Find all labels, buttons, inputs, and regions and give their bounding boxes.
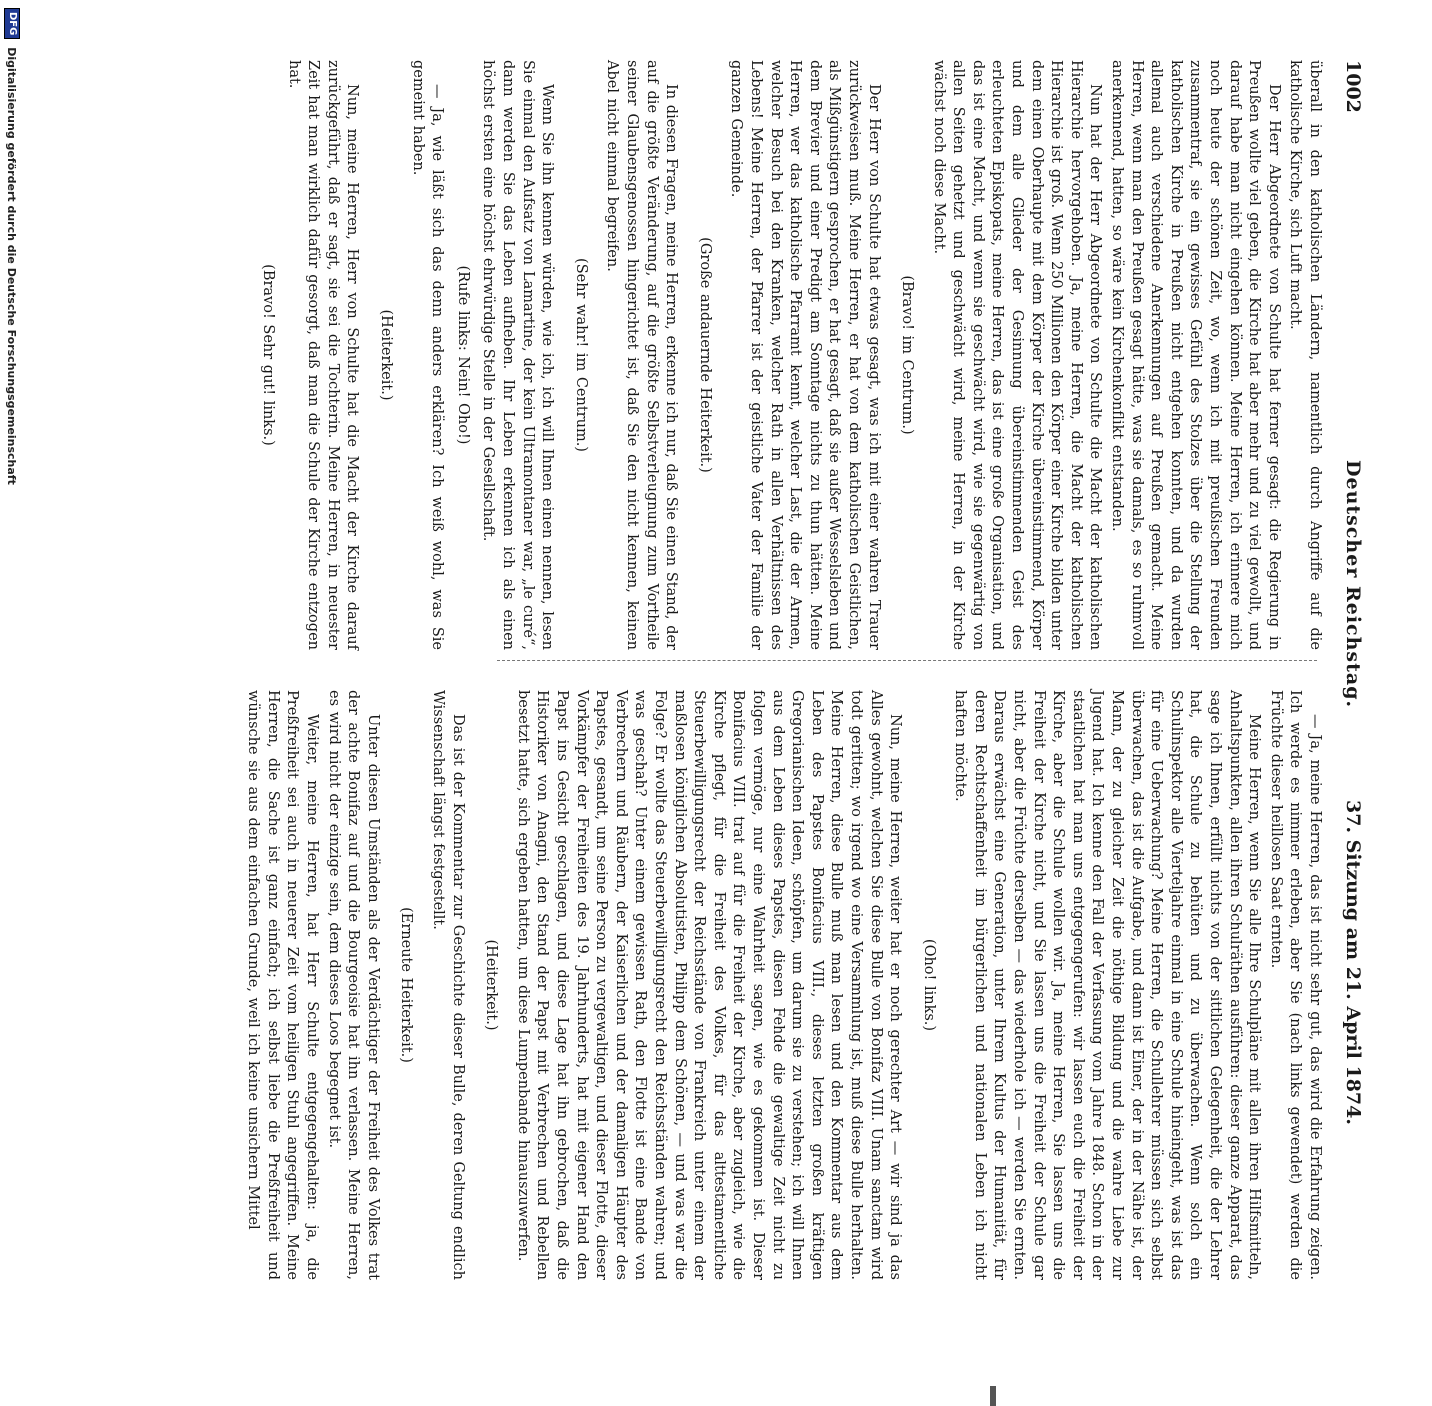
paragraph: Der Herr Abgeordnete von Schulte hat ferner gesagt: die Regierung in Preußen wollte viel geben, die Kirche hat aber mehr und zu viel gewollt, und darauf habe man nicht eingehen können. Meine Herren, ich erinnere mich noch heute der schönen Zeit, wo, wenn ich mit preußischen Freunden zusammentraf, sie ein gewisses Gefühl des Stolzes über die Stellung der katholischen Kirche in Preußen nicht entgehen konnten, und da wurden allemal auch verschiedene Anerkennungen auf Preußen gemacht. Meine Herren, wenn man den Preußen gesagt hätte, was sie damals, es so ruhmvoll anerkennend, hatten, so wäre kein Kirchenkonflikt entstanden. xyxy=(1109,60,1282,650)
publication-title: Deutscher Reichstag. xyxy=(1342,460,1364,709)
digitization-note: Digitalisierung gefördert durch die Deutsche Forschungsgemeinschaft xyxy=(5,47,19,485)
page-header xyxy=(1332,60,1372,1280)
paragraph: Das ist der Kommentar zur Geschichte dieser Bulle, deren Geltung endlich Wissenschaft längst festgestellt. xyxy=(430,690,466,1280)
digitization-footer xyxy=(0,0,20,1000)
dfg-logo-badge: DFG xyxy=(4,8,20,39)
scan-margin-mark xyxy=(990,1386,996,1406)
paragraph: Nun, meine Herren, Herr von Schulte hat die Macht der Kirche darauf zurückgeführt, daß er sagt, sie sei die Tochterin. Meine Herren, in neuester Zeit hat man wirklich dafür gesorgt, daß man die Schule der Kirche entzogen hat. xyxy=(285,60,361,650)
applause-note: (Große andauernde Heiterkeit.) xyxy=(696,237,713,473)
paragraph: überall in den katholischen Ländern, namentlich durch Angriffe auf die katholische Kirche, sich Luft macht. xyxy=(1287,60,1323,650)
paragraph: Der Herr von Schulte hat etwas gesagt, was ich mit einer wahren Trauer zurückweisen muß. Meine Herren, er hat von dem katholischen Geistlichen, als Mißgünstigern gesprochen, er hat gesagt, daß sie außer Wesselsleben und dem Brevier und einer Predigt am Sonntage nichts zu thun hätten. Meine Herren, wer das katholische Pfarramt kennt, welcher Last, die der Armen, welcher Besuch bei den Kranken, welcher Rath in allen Verhältnissen des Lebens! Meine Herren, der Pfarrer ist der geistliche Vater der Familie der ganzen Gemeinde. xyxy=(728,60,882,650)
column-divider xyxy=(497,660,1317,661)
page-number: 1002 xyxy=(1342,60,1364,113)
interjection-note: (Oho! links.) xyxy=(920,938,937,1032)
applause-note: (Bravo! im Centrum.) xyxy=(899,275,916,435)
laughter-note: (Heiterkeit.) xyxy=(483,939,500,1031)
interjection-note: (Rufe links: Nein! Oho!) xyxy=(454,265,471,445)
paragraph: Nun, meine Herren, weiter hat er noch gerechter Art — wir sind ja das Alles gewohnt, welchen Sie diese Bulle von Bonifaz VIII. Unam sanctam wird todt geritten; wo irgend wo eine Versammlung ist, muß diese Bulle herhalten. Meine Herren, diese Bulle muß man lesen und den Kommentar aus dem Leben des Papstes Bonifacius VIII., dieses letzten großen kräftigen Gregorianischen Ideen, schöpfen, um darum sie zu verstehen; ich will Ihnen aus dem Leben dieses Papstes, diesen Fehde die gewaltige Zeit nicht zu folgen vermöge, nur eine Wahrheit sagen, wie es gekommen ist. Dieser Bonifacius VIII. trat auf für die Freiheit der Kirche, aber zugleich, wie die Kirche pflegt, für die Freiheit des Volkes, für das alttestamentliche Steuerbewilligungsrecht der Reichsstände von Frankreich unter einem der maßlosen königlichen Absolutisten, Philipp dem Schönen, — und was war die Folge? Er wollte das Steuerbewilligungsrecht den Reichsständen wahren; und was geschah? Unter einem gewissen Rath, den Flotte ist eine Bande von Verbrechern und Räubern, der Kaiserlichen und der damaligen Häupter des Papstes, gesandt, um seine Person zu vergewaltigen, und dieser Flotte, dieser Vorkämpfer der Freiheiten des 19. Jahrhunderts, hat mit eigener Hand den Papst ins Gesicht geschlagen, und diese Lage hat ihn gebrochen, daß die Historiker von Anagni, den Stand der Papst mit Verbrechen und Rebellen besetzt hatte, sich ergeben hatten, um diese Lumpenbande hinauszuwerfen. xyxy=(514,690,904,1280)
left-column xyxy=(252,60,1325,650)
paragraph: Weiter, meine Herren, hat Herr Schulte entgegengehalten: ja, die Preßfreiheit sei auch in neuerer Zeit vom heiligen Stuhl angegriffen. Meine Herren, die Sache ist ganz einfach; ich selbst liebe die Preßfreiheit und wünsche sie aus dem einfachen Grunde, weil ich keine unsichern Mittel xyxy=(245,690,321,1280)
laughter-note: (Erneute Heiterkeit.) xyxy=(398,907,415,1063)
paragraph: — Ja, wie läßt sich das denn anders erklären? Ich weiß wohl, was Sie gemeint haben. xyxy=(409,60,446,650)
paragraph: — Ja, meine Herren, das ist nicht sehr gut, das wird die Erfahrung zeigen. Ich werde es nimmer erleben, aber Sie (nach links gewendet) werden die Früchte dieser heillosen Saat ernten. xyxy=(1267,690,1323,1280)
paragraph: Wenn Sie ihn kennen würden, wie ich, ich will Ihnen einen nennen, lesen Sie einmal den Aufsatz von Lamartine, der kein Ultramontaner war, „le curé“, dann werden Sie das Leben aufheben. Ihr Leben erkennen ich als einen höchst ersten eine höchst ehrwürdige Stelle in der Gesellschaft. xyxy=(480,60,556,650)
paragraph: Nun hat der Herr Abgeordnete von Schulte die Macht der katholischen Hierarchie hervorgehoben. Ja, meine Herren, die Macht der katholischen Hierarchie ist groß. Wenn 250 Millionen den Körper einer Kirche bilden unter dem einen Oberhaupte mit dem Körper der Kirche übereinstimmend, Körper und dem alle Glieder der Gesinnung übereinstimmenden Geist des erleuchteten Episkopats, meine Herren, das ist eine große Organisation, und das ist eine Macht, und wenn sie geschwächt wird, wie sie gegenwärtig von allen Seiten gehetzt und geschwächt wird, meine Herren, in der Kirche wächst noch diese Macht. xyxy=(930,60,1104,650)
laughter-note: (Heiterkeit.) xyxy=(378,309,395,401)
applause-note: (Bravo! Sehr gut! links.) xyxy=(260,264,277,446)
paragraph: Meine Herren, wenn Sie alle Ihre Schulpläne mit allen ihren Hilfsmitteln, Anhaltspunkten, allen ihren Schulräthen ausführen: dieser ganze Apparat, das sage ich Ihnen, erfüllt nichts von der sittlichen Gelegenheit, die der Lehrer hat, die Schule zu behüten und zu überwachen. Wenn solch ein Schulinspektor alle Vierteljahre einmal in eine Schule hineingeht, was ist das für eine Ueberwachung? Meine Herren, die Schullehrer müssen sich selbst überwachen, das ist die Aufgabe, und dann ist Einer, der in der Nähe ist, der Mann, der zu gleicher Zeit die nöthige Bildung und die wahre Liebe zur Jugend hat. Ich kenne den Fall der Verfassung vom Jahre 1848. Schon in der staatlichen hat man uns entgegengerufen: wir lassen euch die Freiheit der Kirche, aber die Schule wollen wir. Ja, meine Herren, Sie lassen uns die Freiheit der Kirche nicht, und Sie lassen uns die Freiheit der Schule gar nicht, aber die Früchte derselben — das wiederhole ich — werden Sie ernten. Daraus erwächst eine Generation, unter Ihrem Kultus der Humanität, für deren Rechtschaffenheit im bürgerlichen und nationalen Leben ich nicht haften möchte. xyxy=(952,690,1263,1280)
session-title: 37. Sitzung am 21. April 1874. xyxy=(1342,800,1364,1125)
applause-note: (Sehr wahr! im Centrum.) xyxy=(572,258,589,452)
paragraph: In diesen Fragen, meine Herren, erkenne ich nur, daß Sie einen Stand, der auf die größte Veränderung, auf die größte Selbstverleugnung zum Vortheile seiner Glaubensgenossen hingerichtet ist, daß Sie den nicht kennen, keinen Abel nicht einmal begreifen. xyxy=(604,60,680,650)
right-column xyxy=(241,690,1324,1280)
paragraph: Unter diesen Umständen als der Verdächtiger der Freiheit des Volkes trat der achte Bonifaz auf und die Bourgeoisie hat ihn verlassen. Meine Herren, es wird nicht der einzige sein, dem dieses Loos begegnet ist. xyxy=(325,690,381,1280)
